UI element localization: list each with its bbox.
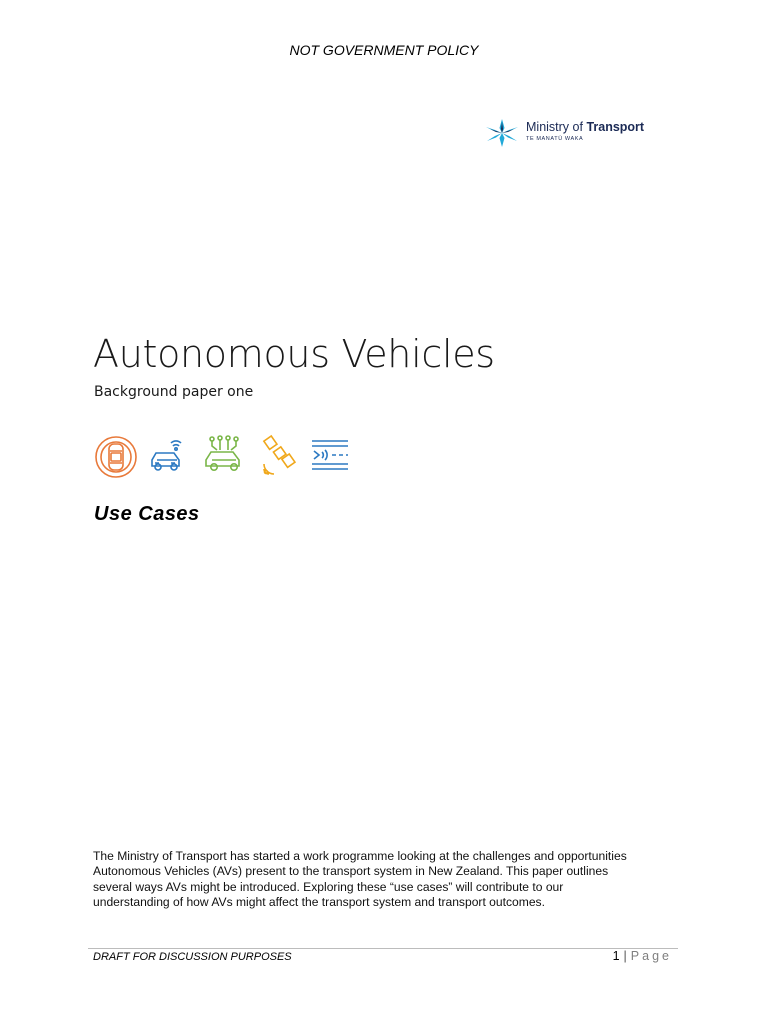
road-lane-sensor-icon	[310, 434, 350, 480]
ministry-logo	[484, 116, 684, 156]
intro-line: several ways AVs might be introduced. Exploring these “use cases” will contribute to our	[93, 879, 564, 894]
document-subtitle: Background paper one	[94, 384, 254, 400]
footer-note: DRAFT FOR DISCUSSION PURPOSES	[93, 951, 292, 963]
car-circuit-icon	[203, 434, 249, 480]
page-label: Page	[630, 949, 672, 963]
intro-line: The Ministry of Transport has started a work programme looking at the challenges and opportunities	[93, 849, 627, 863]
intro-paragraph	[93, 849, 678, 910]
intro-line: understanding of how AVs might affect the transport system and transport outcomes.	[93, 894, 545, 909]
car-sensor-rings-icon	[94, 434, 138, 480]
page-number-value: 1	[612, 949, 620, 963]
page-number	[613, 949, 672, 963]
ministry-star-icon	[484, 118, 520, 148]
satellite-icon	[260, 434, 300, 480]
section-heading: Use Cases	[94, 503, 200, 525]
logo-subtitle: TE MANATŪ WAKA	[526, 136, 584, 142]
page-number-separator: |	[623, 949, 627, 963]
header-note: NOT GOVERNMENT POLICY	[289, 42, 479, 58]
document-title: Autonomous Vehicles	[93, 332, 495, 376]
logo-wordmark: Ministry of Transport	[526, 120, 645, 134]
footer-divider	[88, 948, 678, 949]
intro-line: Autonomous Vehicles (AVs) present to the transport system in New Zealand. This paper outlines	[93, 864, 609, 879]
connected-car-wifi-icon	[147, 434, 191, 480]
